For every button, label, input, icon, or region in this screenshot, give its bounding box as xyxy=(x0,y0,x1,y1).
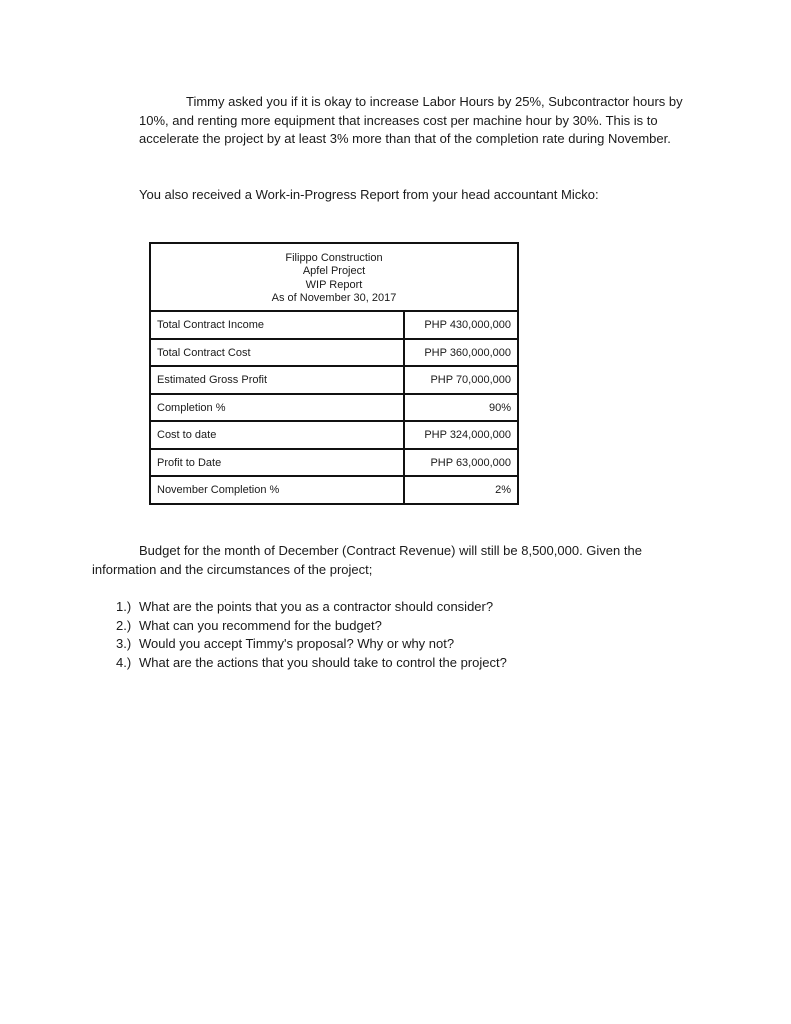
budget-paragraph-text: Budget for the month of December (Contract Revenue) will still be 8,500,000. Given the information and the circumstances of the project; xyxy=(92,543,642,577)
row-value: 90% xyxy=(488,401,511,414)
question-text: What are the points that you as a contractor should consider? xyxy=(139,599,494,614)
table-row-total-contract-income xyxy=(151,312,517,340)
row-label: Total Contract Cost xyxy=(157,346,251,359)
intro-paragraph xyxy=(139,93,684,149)
row-value: 2% xyxy=(495,484,511,496)
table-row-estimated-gross-profit xyxy=(151,367,517,395)
question-number: 1.) xyxy=(116,599,132,614)
list-item xyxy=(116,617,507,636)
list-item xyxy=(116,598,507,617)
row-value: PHP 70,000,000 xyxy=(430,374,511,386)
row-label: Completion % xyxy=(157,401,226,414)
project-name: Apfel Project xyxy=(302,265,366,278)
question-list xyxy=(116,598,507,672)
list-item xyxy=(116,635,507,654)
question-text: What are the actions that you should take to control the project? xyxy=(139,654,507,670)
table-row-profit-to-date xyxy=(151,450,517,478)
table-row-total-contract-cost xyxy=(151,340,517,368)
row-label: Profit to Date xyxy=(157,456,222,469)
table-row-completion xyxy=(151,395,517,423)
question-text: What can you recommend for the budget? xyxy=(139,617,382,633)
list-item xyxy=(116,654,507,673)
table-row-november-completion xyxy=(151,477,517,505)
table-row-cost-to-date xyxy=(151,422,517,450)
intro-paragraph-text: Timmy asked you if it is okay to increase Labor Hours by 25%, Subcontractor hours by 10%, and renting more equipment that increases cost per machine hour by 30%. This is to accelerate the project by at least 3% more than that of the completion rate during November. xyxy=(139,94,683,147)
row-label: Total Contract Income xyxy=(157,319,264,331)
budget-paragraph xyxy=(92,542,702,579)
question-number: 4.) xyxy=(116,654,132,670)
company-name: Filippo Construction xyxy=(285,252,383,264)
row-value: PHP 324,000,000 xyxy=(424,429,511,441)
row-label: Cost to date xyxy=(157,429,217,441)
row-value: PHP 360,000,000 xyxy=(424,346,511,359)
question-number: 3.) xyxy=(116,636,132,652)
report-date: As of November 30, 2017 xyxy=(271,292,397,305)
question-number: 2.) xyxy=(116,617,132,633)
wip-report-table xyxy=(149,242,519,505)
row-value: PHP 63,000,000 xyxy=(430,456,511,469)
question-text: Would you accept Timmy's proposal? Why or why not? xyxy=(139,636,455,652)
row-value: PHP 430,000,000 xyxy=(424,319,511,331)
row-label: Estimated Gross Profit xyxy=(157,374,268,386)
row-label: November Completion % xyxy=(157,484,280,496)
wip-report-header xyxy=(151,244,517,312)
report-name: WIP Report xyxy=(305,278,363,291)
received-report-sentence: You also received a Work-in-Progress Report from your head accountant Micko: xyxy=(139,187,599,202)
